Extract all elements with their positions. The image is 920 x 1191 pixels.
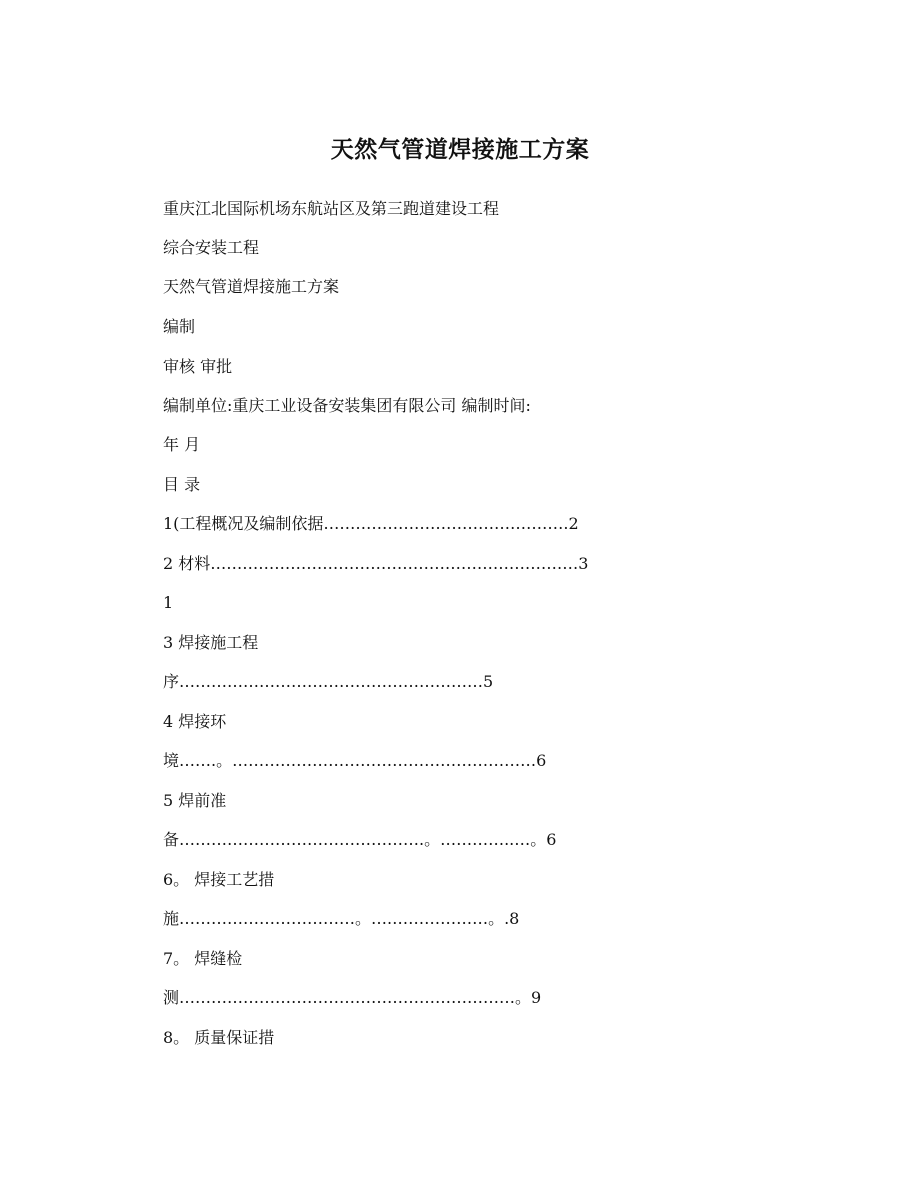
toc-entry-7-leader: 测………………………………………………………。9 bbox=[163, 988, 542, 1007]
project-name-line: 重庆江北国际机场东航站区及第三跑道建设工程 bbox=[163, 199, 500, 218]
toc-entry-5-leader: 备……………………………………….。…………..…。6 bbox=[163, 830, 557, 849]
compiled-by-line: 编制 bbox=[163, 317, 196, 336]
date-line: 年 月 bbox=[163, 435, 201, 454]
toc-entry-7-title: 7。 焊缝检 bbox=[163, 949, 243, 968]
toc-entry-2: 2 材料……………………………………………………………3 bbox=[163, 554, 589, 573]
project-subtitle-line: 综合安装工程 bbox=[163, 238, 260, 257]
page-number-fragment: 1 bbox=[163, 593, 174, 612]
toc-entry-3-leader: 序…………………………………………………5 bbox=[163, 672, 494, 691]
toc-entry-4-leader: 境…….。…………………………………………………6 bbox=[163, 751, 547, 770]
toc-entry-8-title: 8。 质量保证措 bbox=[163, 1028, 275, 1047]
toc-entry-6-title: 6。 焊接工艺措 bbox=[163, 870, 275, 889]
toc-entry-6-leader: 施……………………………。….………………。.8 bbox=[163, 909, 520, 928]
toc-heading: 目 录 bbox=[163, 475, 201, 494]
document-title: 天然气管道焊接施工方案 bbox=[330, 136, 590, 163]
toc-entry-3-title: 3 焊接施工程 bbox=[163, 633, 259, 652]
toc-entry-5-title: 5 焊前准 bbox=[163, 791, 227, 810]
compiling-unit-line: 编制单位:重庆工业设备安装集团有限公司 编制时间: bbox=[163, 396, 531, 415]
review-approval-line: 审核 审批 bbox=[163, 357, 233, 376]
plan-name-line: 天然气管道焊接施工方案 bbox=[163, 277, 340, 296]
toc-entry-1: 1(工程概况及编制依据……………………………………….2 bbox=[163, 514, 579, 533]
toc-entry-4-title: 4 焊接环 bbox=[163, 712, 227, 731]
